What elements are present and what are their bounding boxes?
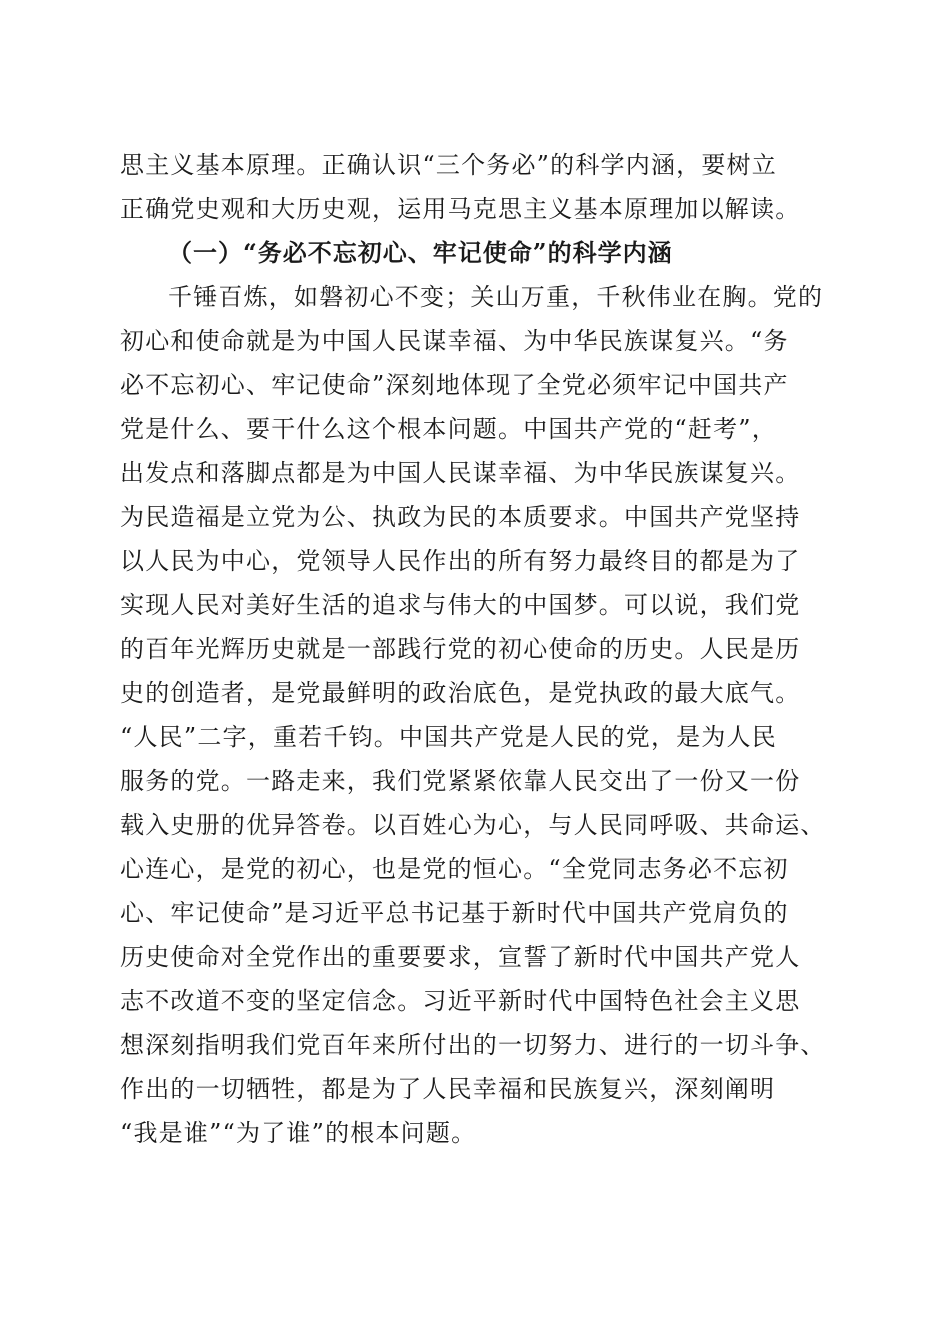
text-line: “我是谁”“为了谁”的根本问题。 [120, 1119, 477, 1147]
text-line: 服务的党。一路走来，我们党紧紧依靠人民交出了一份又一份 [120, 767, 801, 795]
text-line: “人民”二字，重若千钧。中国共产党是人民的党，是为人民 [120, 723, 777, 751]
text-line: 正确党史观和大历史观，运用马克思主义基本原理加以解读。 [120, 195, 801, 223]
text-line: 必不忘初心、牢记使命”深刻地体现了全党必须牢记中国共产 [120, 371, 789, 399]
text-line: 载入史册的优异答卷。以百姓心为心，与人民同呼吸、共命运、 [120, 811, 826, 839]
text-line: 心连心，是党的初心，也是党的恒心。“全党同志务必不忘初 [120, 855, 789, 883]
section-heading: （一）“务必不忘初心、牢记使命”的科学内涵 [168, 238, 673, 267]
paragraph-first-line: 千锤百炼，如磐初心不变；关山万重，千秋伟业在胸。党的 [168, 283, 824, 311]
text-line: 出发点和落脚点都是为中国人民谋幸福、为中华民族谋复兴。 [120, 459, 801, 487]
text-line: 志不改道不变的坚定信念。习近平新时代中国特色社会主义思 [120, 987, 801, 1015]
text-line: 为民造福是立党为公、执政为民的本质要求。中国共产党坚持 [120, 503, 801, 531]
text-line: 心、牢记使命”是习近平总书记基于新时代中国共产党肩负的 [120, 899, 789, 927]
text-line: 思主义基本原理。正确认识“三个务必”的科学内涵，要树立 [120, 151, 777, 179]
text-line: 史的创造者，是党最鲜明的政治底色，是党执政的最大底气。 [120, 679, 801, 707]
text-line: 实现人民对美好生活的追求与伟大的中国梦。可以说，我们党 [120, 591, 801, 619]
text-line: 党是什么、要干什么这个根本问题。中国共产党的“赶考”， [120, 415, 777, 443]
text-line: 历史使命对全党作出的重要要求，宣誓了新时代中国共产党人 [120, 943, 801, 971]
text-line: 作出的一切牺牲，都是为了人民幸福和民族复兴，深刻阐明 [120, 1075, 776, 1103]
text-line: 的百年光辉历史就是一部践行党的初心使命的历史。人民是历 [120, 635, 801, 663]
text-line: 初心和使命就是为中国人民谋幸福、为中华民族谋复兴。“务 [120, 327, 789, 355]
text-line: 想深刻指明我们党百年来所付出的一切努力、进行的一切斗争、 [120, 1031, 826, 1059]
text-line: 以人民为中心，党领导人民作出的所有努力最终目的都是为了 [120, 547, 801, 575]
